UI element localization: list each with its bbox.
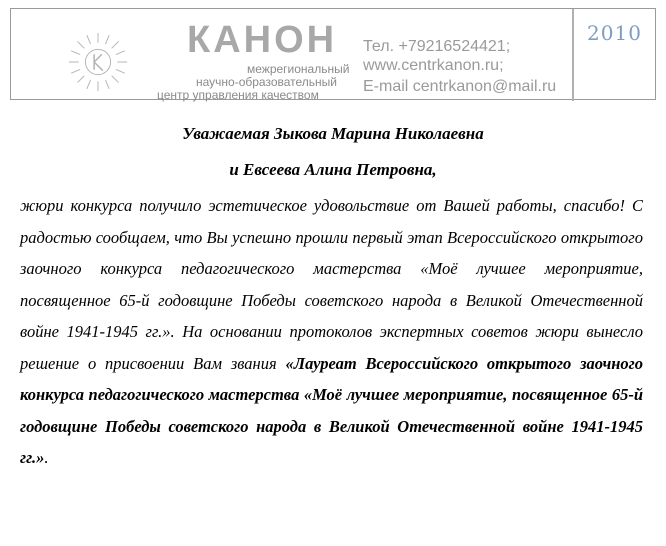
brand-name: КАНОН [187,19,338,61]
salutation-line-1: Уважаемая Зыкова Марина Николаевна [182,124,484,143]
contact-phone: Тел. +79216524421; [363,38,511,55]
letterhead [10,8,656,100]
contact-website: www.centrkanon.ru; [363,57,504,74]
letter-body-intro: жюри конкурса получило эстетическое удовольствие от Вашей работы, спасибо! С радостью сообщаем, что Вы успешно прошли первый этап Всероссийского открытого заочного конкурса педагогического мастерства «Моё лучшее мероприятие, посвященное 65-й годовщине Победы советского народа в Великой Отечественной войне 1941-1945 гг.». На основании протоколов экспертных советов жюри вынесло решение о присвоении Вам звания [20,196,643,373]
tagline-1: межрегиональный [247,62,350,76]
sun-k-logo-icon [67,31,129,93]
contact-email: E-mail centrkanon@mail.ru [363,78,557,95]
award-title: «Лауреат Всероссийского открытого заочного конкурса педагогического мастерства «Моё лучшее мероприятие, посвященное 65-й годовщине Победы советского народа в Великой Отечественной войне 1941-1945 гг.» [20,353,644,467]
closing-punct: . [44,448,49,467]
year-box [572,9,655,101]
letter-body [20,190,643,474]
tagline-2: научно-образовательный [196,75,338,89]
salutation-line-2: и Евсеева Алина Петровна, [229,160,437,179]
letterhead-main [11,9,574,101]
tagline-3: центр управления качеством [157,88,319,102]
year-label: 2010 [587,21,642,45]
